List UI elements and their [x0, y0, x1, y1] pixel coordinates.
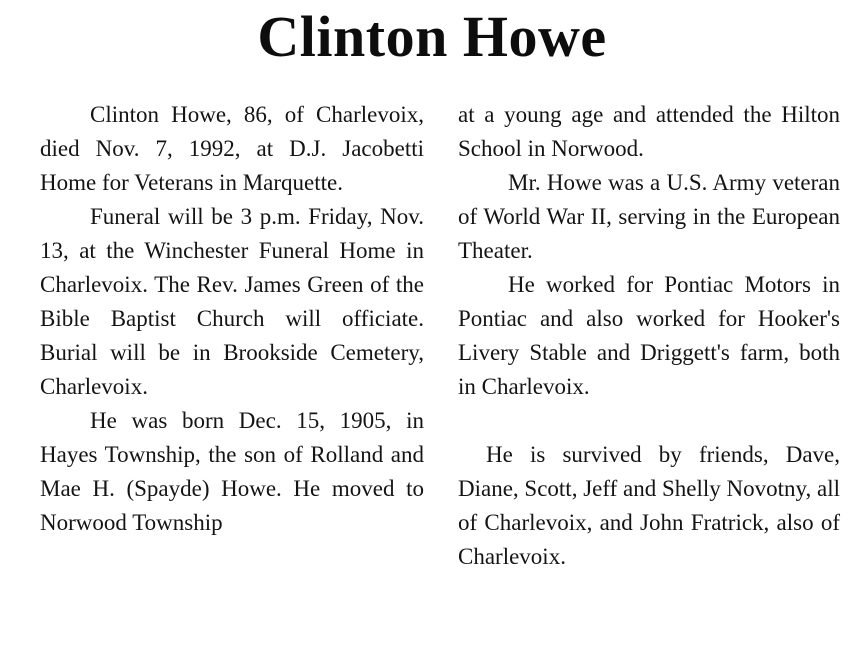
- funeral-details-paragraph: Funeral will be 3 p.m. Friday, Nov. 13, at the Winchester Funeral Home in Charlevoix. The Rev. James Green of the Bible Baptist Church will officiate. Burial will be in Brookside Cemetery, Charlevoix.: [40, 204, 424, 399]
- education-paragraph: at a young age and attended the Hilton School in Norwood.: [458, 102, 840, 161]
- survivors-paragraph: He is survived by friends, Dave, Diane, Scott, Jeff and Shelly Novotny, all of Charlevoix, and John Fratrick, also of Charlevoix.: [458, 442, 840, 569]
- birth-details-paragraph: He was born Dec. 15, 1905, in Hayes Township, the son of Rolland and Mae H. (Spayde) Howe. He moved to Norwood Township: [40, 408, 424, 535]
- employment-paragraph: He worked for Pontiac Motors in Pontiac and also worked for Hooker's Livery Stable and Driggett's farm, both in Charlevoix.: [458, 272, 840, 399]
- paragraph-spacer: [458, 404, 840, 438]
- left-column: [40, 98, 424, 540]
- right-column: [458, 98, 840, 574]
- military-service-paragraph: Mr. Howe was a U.S. Army veteran of World War II, serving in the European Theater.: [458, 170, 840, 263]
- death-notice-paragraph: Clinton Howe, 86, of Charlevoix, died Nov. 7, 1992, at D.J. Jacobetti Home for Veterans in Marquette.: [40, 102, 424, 195]
- obituary-headline: Clinton Howe: [257, 4, 607, 69]
